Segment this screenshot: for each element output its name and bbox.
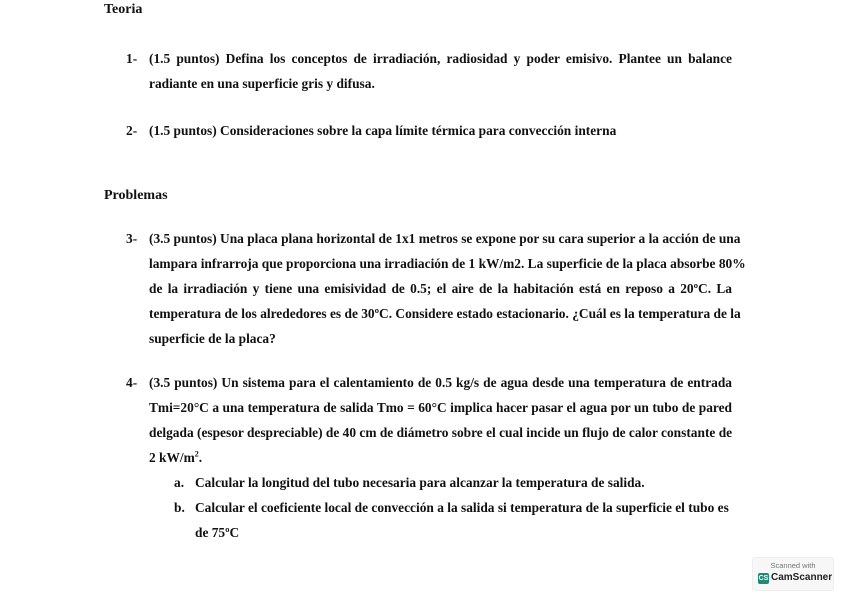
question-text-line: lampara infrarroja que proporciona una irradiación de 1 kW/m2. La superficie de la placa absorbe 80% bbox=[149, 256, 746, 271]
subitem-text-line: Calcular el coeficiente local de convección a la salida si temperatura de la superficie el tubo es bbox=[195, 500, 729, 515]
question-text-line: radiante en una superficie gris y difusa. bbox=[149, 76, 375, 91]
section-title-problemas: Problemas bbox=[104, 188, 168, 203]
question-number: 3- bbox=[126, 231, 138, 246]
subitem-text: Calcular la longitud del tubo necesaria para alcanzar la temperatura de salida. bbox=[195, 475, 645, 490]
subitem-text-line: de 75ºC bbox=[195, 525, 240, 540]
question-number: 4- bbox=[126, 375, 138, 390]
question-text-line: delgada (espesor despreciable) de 40 cm de diámetro sobre el cual incide un flujo de calor constante de bbox=[149, 425, 733, 440]
question-number: 2- bbox=[126, 123, 138, 138]
superscript-exponent: 2 bbox=[194, 449, 199, 459]
question-4 bbox=[126, 370, 732, 470]
scanned-with-label: Scanned with bbox=[770, 561, 816, 570]
camscanner-logo-icon: CS bbox=[758, 575, 769, 582]
question-text-line: temperatura de los alrededores es de 30ºC. Considere estado estacionario. ¿Cuál es la temperatura de la bbox=[149, 306, 741, 321]
question-text-line: (1.5 puntos) Consideraciones sobre la capa límite térmica para convección interna bbox=[149, 123, 617, 138]
question-1 bbox=[126, 46, 732, 96]
question-3 bbox=[126, 226, 746, 351]
question-text-line: superficie de la placa? bbox=[149, 331, 276, 346]
sentence-end: . bbox=[198, 450, 203, 465]
question-text-line: (3.5 puntos) Un sistema para el calentamiento de 0.5 kg/s de agua desde una temperatura de entrada bbox=[149, 375, 732, 390]
question-text-line: Tmi=20°C a una temperatura de salida Tmo = 60°C implica hacer pasar el agua por un tubo de pared bbox=[149, 400, 732, 415]
subitem-letter: a. bbox=[174, 475, 185, 490]
question-text-line: (3.5 puntos) Una placa plana horizontal de 1x1 metros se expone por su cara superior a la acción de una bbox=[149, 231, 741, 246]
camscanner-watermark bbox=[752, 557, 834, 591]
subitem-b bbox=[174, 495, 734, 545]
question-4-subitems bbox=[174, 470, 734, 545]
subitem-text bbox=[195, 495, 734, 545]
subitem-a bbox=[174, 470, 734, 495]
section-title-teoria: Teoria bbox=[104, 2, 143, 17]
question-text-line: (1.5 puntos) Defina los conceptos de irradiación, radiosidad y poder emisivo. Plantee un balance bbox=[149, 51, 732, 66]
question-text-line-last bbox=[149, 445, 732, 470]
question-text-line: de la irradiación y tiene una emisividad de 0.5; el aire de la habitación está en reposo a 20ºC. La bbox=[149, 281, 732, 296]
question-2 bbox=[126, 118, 732, 143]
subitem-letter: b. bbox=[174, 500, 185, 515]
question-number: 1- bbox=[126, 51, 138, 66]
heat-flux-value: 2 kW/m bbox=[149, 450, 195, 465]
camscanner-brand: CamScanner bbox=[771, 572, 833, 583]
